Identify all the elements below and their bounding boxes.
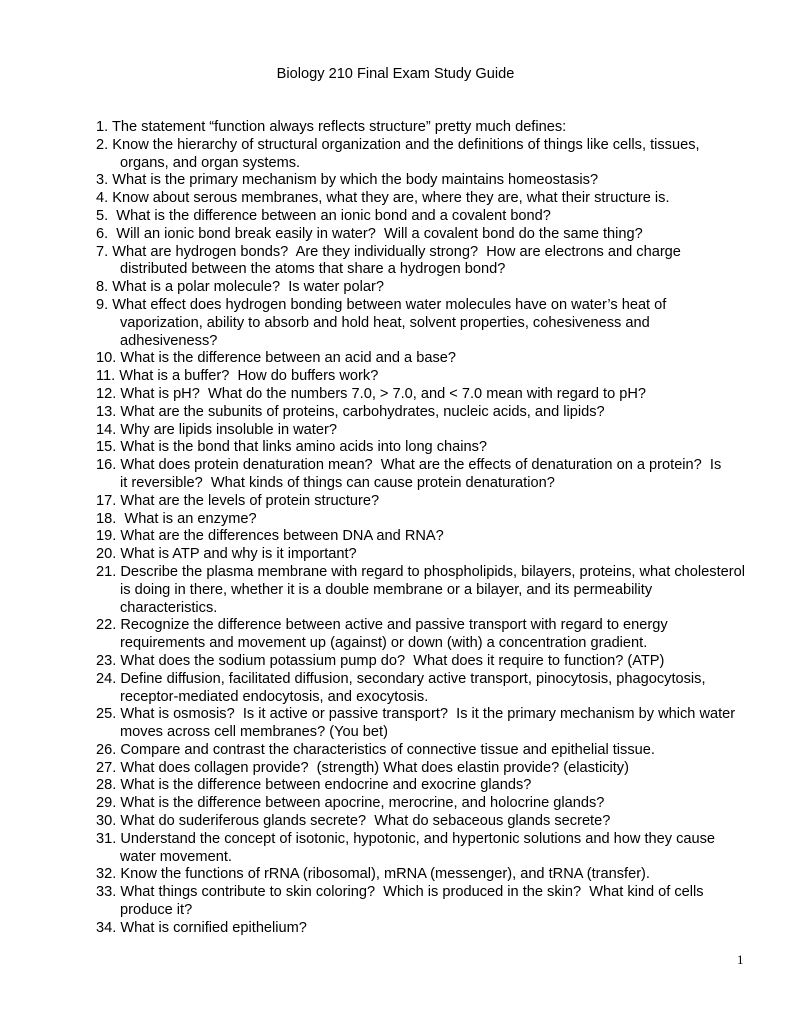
item-number: 25. [96, 706, 117, 723]
item-text: requirements and movement up (against) or down (with) a concentration gradient. [120, 635, 648, 652]
item-first-line [96, 226, 776, 244]
list-item [96, 279, 776, 297]
item-text: What is the difference between endocrine and exocrine glands? [120, 777, 532, 794]
item-continuation-line [96, 475, 776, 493]
item-first-line [96, 493, 776, 511]
list-item [96, 546, 776, 564]
item-number: 32. [96, 866, 117, 883]
item-text: What is the difference between an ionic bond and a covalent bond? [112, 207, 551, 224]
item-number: 22. [96, 617, 117, 634]
item-text: Know the functions of rRNA (ribosomal), mRNA (messenger), and tRNA (transfer). [120, 866, 650, 883]
list-item [96, 422, 776, 440]
item-text: What is a buffer? How do buffers work? [119, 368, 379, 385]
item-text: What is the primary mechanism by which the body maintains homeostasis? [112, 172, 599, 189]
item-first-line [96, 208, 776, 226]
list-item [96, 457, 776, 493]
item-number: 12. [96, 385, 117, 402]
list-item [96, 172, 776, 190]
item-number: 3. [96, 172, 109, 189]
item-first-line [96, 546, 776, 564]
item-text: Know about serous membranes, what they are, where they are, what their structure is. [112, 190, 670, 207]
list-item [96, 368, 776, 386]
item-text: organs, and organ systems. [120, 154, 301, 171]
list-item [96, 350, 776, 368]
item-first-line [96, 813, 776, 831]
list-item [96, 866, 776, 884]
item-text: Recognize the difference between active and passive transport with regard to energy [120, 617, 668, 634]
question-list [96, 119, 776, 938]
item-text: Define diffusion, facilitated diffusion, secondary active transport, pinocytosis, phagocytosis, [120, 670, 706, 687]
item-first-line [96, 457, 776, 475]
item-first-line [96, 884, 776, 902]
list-item [96, 137, 776, 173]
item-number: 11. [96, 368, 116, 385]
item-first-line [96, 866, 776, 884]
item-number: 34. [96, 919, 117, 936]
item-first-line [96, 404, 776, 422]
item-continuation-line [96, 582, 776, 600]
list-item [96, 386, 776, 404]
item-continuation-line [96, 724, 776, 742]
list-item [96, 493, 776, 511]
item-first-line [96, 297, 776, 315]
item-continuation-line [96, 315, 776, 333]
item-text: What are the levels of protein structure? [120, 492, 380, 509]
list-item [96, 190, 776, 208]
list-item [96, 511, 776, 529]
item-continuation-line [96, 635, 776, 653]
item-first-line [96, 528, 776, 546]
list-item [96, 226, 776, 244]
list-item [96, 297, 776, 350]
item-number: 33. [96, 884, 117, 901]
item-continuation-line [96, 600, 776, 618]
item-text: What is osmosis? Is it active or passive transport? Is it the primary mechanism by which water [120, 706, 736, 723]
item-text: What does the sodium potassium pump do? What does it require to function? (ATP) [120, 652, 665, 669]
item-number: 30. [96, 813, 117, 830]
item-text: Understand the concept of isotonic, hypotonic, and hypertonic solutions and how they cause [120, 830, 716, 847]
list-item [96, 404, 776, 422]
item-text: produce it? [120, 902, 193, 919]
item-first-line [96, 119, 776, 137]
item-number: 28. [96, 777, 117, 794]
item-first-line [96, 439, 776, 457]
item-first-line [96, 386, 776, 404]
item-number: 31. [96, 830, 117, 847]
item-text: Describe the plasma membrane with regard to phospholipids, bilayers, proteins, what cholesterol [120, 563, 745, 580]
item-number: 24. [96, 670, 117, 687]
item-text: What is pH? What do the numbers 7.0, > 7.0, and < 7.0 mean with regard to pH? [120, 385, 647, 402]
item-number: 23. [96, 652, 117, 669]
list-item [96, 564, 776, 617]
list-item [96, 244, 776, 280]
list-item [96, 439, 776, 457]
item-number: 10. [96, 350, 117, 367]
item-continuation-line [96, 333, 776, 351]
list-item [96, 706, 776, 742]
item-continuation-line [96, 689, 776, 707]
item-number: 29. [96, 795, 117, 812]
list-item [96, 760, 776, 778]
list-item [96, 208, 776, 226]
item-first-line [96, 422, 776, 440]
list-item [96, 617, 776, 653]
item-text: What is cornified epithelium? [120, 919, 307, 936]
item-number: 19. [96, 528, 117, 545]
item-text: is doing in there, whether it is a double membrane or a bilayer, and its permeability [120, 581, 653, 598]
item-text: What are the subunits of proteins, carbohydrates, nucleic acids, and lipids? [120, 403, 605, 420]
list-item [96, 920, 776, 938]
item-text: Compare and contrast the characteristics of connective tissue and epithelial tissue. [120, 741, 655, 758]
item-number: 13. [96, 403, 117, 420]
item-text: What are hydrogen bonds? Are they individually strong? How are electrons and charge [112, 243, 681, 260]
item-number: 17. [96, 492, 117, 509]
item-text: What is the difference between an acid and a base? [120, 350, 456, 367]
item-number: 15. [96, 439, 117, 456]
item-first-line [96, 831, 776, 849]
item-text: What things contribute to skin coloring? Which is produced in the skin? What kind of cells [120, 884, 704, 901]
item-continuation-line [96, 902, 776, 920]
item-first-line [96, 244, 776, 262]
item-text: What is an enzyme? [120, 510, 257, 527]
item-first-line [96, 742, 776, 760]
item-first-line [96, 172, 776, 190]
list-item [96, 742, 776, 760]
item-text: adhesiveness? [120, 332, 218, 349]
page-title: Biology 210 Final Exam Study Guide [276, 66, 515, 82]
list-item [96, 813, 776, 831]
item-number: 26. [96, 741, 117, 758]
item-first-line [96, 511, 776, 529]
item-first-line [96, 920, 776, 938]
list-item [96, 653, 776, 671]
item-first-line [96, 777, 776, 795]
item-text: water movement. [120, 848, 232, 865]
item-text: What is the difference between apocrine, merocrine, and holocrine glands? [120, 795, 605, 812]
item-first-line [96, 760, 776, 778]
item-text: The statement “function always reflects structure” pretty much defines: [111, 119, 567, 135]
list-item [96, 119, 776, 137]
item-text: What is a polar molecule? Is water polar? [112, 279, 384, 296]
item-number: 20. [96, 546, 117, 563]
item-number: 2. [96, 136, 109, 153]
item-text: What does protein denaturation mean? What are the effects of denaturation on a protein? Is [120, 457, 722, 474]
item-text: it reversible? What kinds of things can cause protein denaturation? [120, 474, 555, 491]
item-text: What effect does hydrogen bonding between water molecules have on water’s heat of [112, 296, 667, 313]
item-number: 1. [96, 119, 109, 135]
list-item [96, 831, 776, 867]
item-number: 14. [96, 421, 117, 438]
item-number: 9. [96, 296, 109, 313]
item-number: 16. [96, 457, 117, 474]
item-text: Will an ionic bond break easily in water? Will a covalent bond do the same thing? [112, 225, 643, 242]
item-text: What is ATP and why is it important? [120, 546, 357, 563]
item-continuation-line [96, 849, 776, 867]
item-text: receptor-mediated endocytosis, and exocytosis. [120, 688, 429, 705]
item-first-line [96, 795, 776, 813]
item-number: 7. [96, 243, 109, 260]
item-first-line [96, 190, 776, 208]
item-first-line [96, 706, 776, 724]
item-first-line [96, 617, 776, 635]
item-text: What does collagen provide? (strength) What does elastin provide? (elasticity) [120, 759, 629, 776]
list-item [96, 671, 776, 707]
item-number: 21. [96, 563, 117, 580]
item-first-line [96, 368, 776, 386]
item-first-line [96, 350, 776, 368]
item-number: 8. [96, 279, 109, 296]
item-continuation-line [96, 261, 776, 279]
list-item [96, 528, 776, 546]
list-item [96, 777, 776, 795]
item-first-line [96, 279, 776, 297]
item-text: distributed between the atoms that share a hydrogen bond? [120, 261, 506, 278]
page-number: 1 [737, 952, 744, 967]
list-item [96, 795, 776, 813]
item-text: characteristics. [120, 599, 218, 616]
item-text: Know the hierarchy of structural organization and the definitions of things like cells, tissues, [112, 136, 700, 153]
item-text: moves across cell membranes? (You bet) [120, 724, 388, 741]
item-text: What is the bond that links amino acids into long chains? [120, 439, 488, 456]
item-first-line [96, 653, 776, 671]
item-number: 5. [96, 207, 109, 224]
item-first-line [96, 137, 776, 155]
item-first-line [96, 671, 776, 689]
item-number: 6. [96, 225, 109, 242]
item-text: vaporization, ability to absorb and hold heat, solvent properties, cohesiveness and [120, 314, 650, 331]
item-number: 27. [96, 759, 117, 776]
item-number: 18. [96, 510, 117, 527]
item-number: 4. [96, 190, 109, 207]
item-text: Why are lipids insoluble in water? [120, 421, 337, 438]
item-first-line [96, 564, 776, 582]
item-text: What do suderiferous glands secrete? What do sebaceous glands secrete? [120, 813, 611, 830]
item-continuation-line [96, 155, 776, 173]
list-item [96, 884, 776, 920]
item-text: What are the differences between DNA and RNA? [120, 528, 444, 545]
